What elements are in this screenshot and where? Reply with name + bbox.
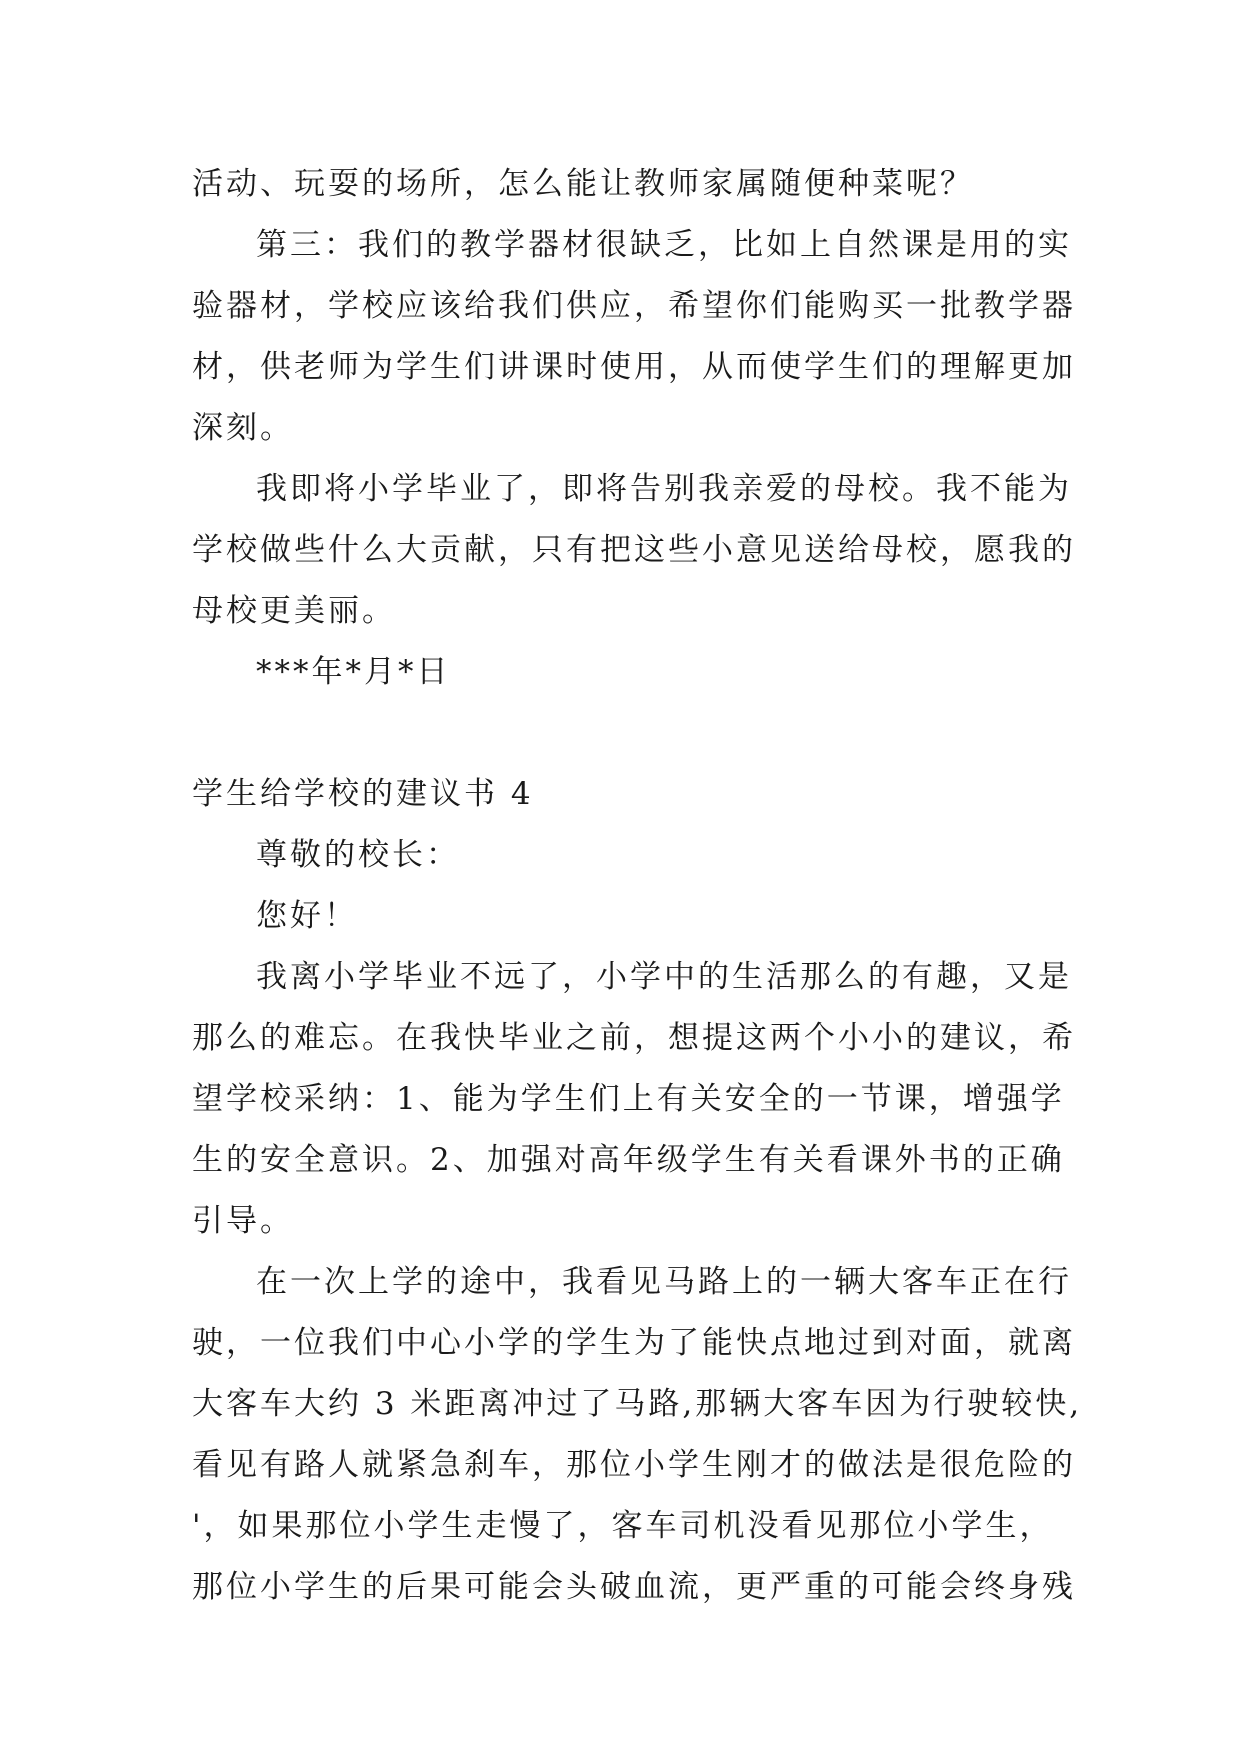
text-line: 看见有路人就紧急刹车，那位小学生刚才的做法是很危险的 [192, 1447, 1076, 1483]
text-line: 望学校采纳：1、能为学生们上有关安全的一节课，增强学 [192, 1081, 1065, 1117]
text-line: 学校做些什么大贡献，只有把这些小意见送给母校，愿我的 [192, 532, 1076, 568]
section-heading: 学生给学校的建议书 4 [192, 776, 534, 812]
paragraph-start-line: 我离小学毕业不远了，小学中的生活那么的有趣，又是 [256, 959, 1072, 995]
text-line: 母校更美丽。 [192, 593, 396, 629]
paragraph-start-line: 在一次上学的途中，我看见马路上的一辆大客车正在行 [256, 1264, 1072, 1300]
text-line: 那位小学生的后果可能会头破血流，更严重的可能会终身残 [192, 1569, 1076, 1605]
text-line: 验器材，学校应该给我们供应，希望你们能购买一批教学器 [192, 288, 1076, 324]
text-line: 深刻。 [192, 410, 294, 446]
text-line: 活动、玩耍的场所，怎么能让教师家属随便种菜呢？ [192, 166, 974, 202]
date-line: ***年*月*日 [256, 654, 451, 690]
text-line: 驶，一位我们中心小学的学生为了能快点地过到对面，就离 [192, 1325, 1076, 1361]
text-line: 材，供老师为学生们讲课时使用，从而使学生们的理解更加 [192, 349, 1076, 385]
document-body [192, 154, 1083, 1618]
salutation: 尊敬的校长： [256, 837, 460, 873]
paragraph-start-line: 第三：我们的教学器材很缺乏，比如上自然课是用的实 [256, 227, 1072, 263]
text-line: 那么的难忘。在我快毕业之前，想提这两个小小的建议，希 [192, 1020, 1076, 1056]
text-line: 引导。 [192, 1203, 294, 1239]
text-line: 生的安全意识。2、加强对高年级学生有关看课外书的正确 [192, 1142, 1065, 1178]
section-spacer [192, 703, 1052, 764]
paragraph-start-line: 我即将小学毕业了，即将告别我亲爱的母校。我不能为 [256, 471, 1072, 507]
text-line: 大客车大约 3 米距离冲过了马路,那辆大客车因为行驶较快, [192, 1386, 1083, 1422]
greeting: 您好！ [256, 898, 358, 934]
text-line: '，如果那位小学生走慢了，客车司机没看见那位小学生， [192, 1508, 1054, 1544]
